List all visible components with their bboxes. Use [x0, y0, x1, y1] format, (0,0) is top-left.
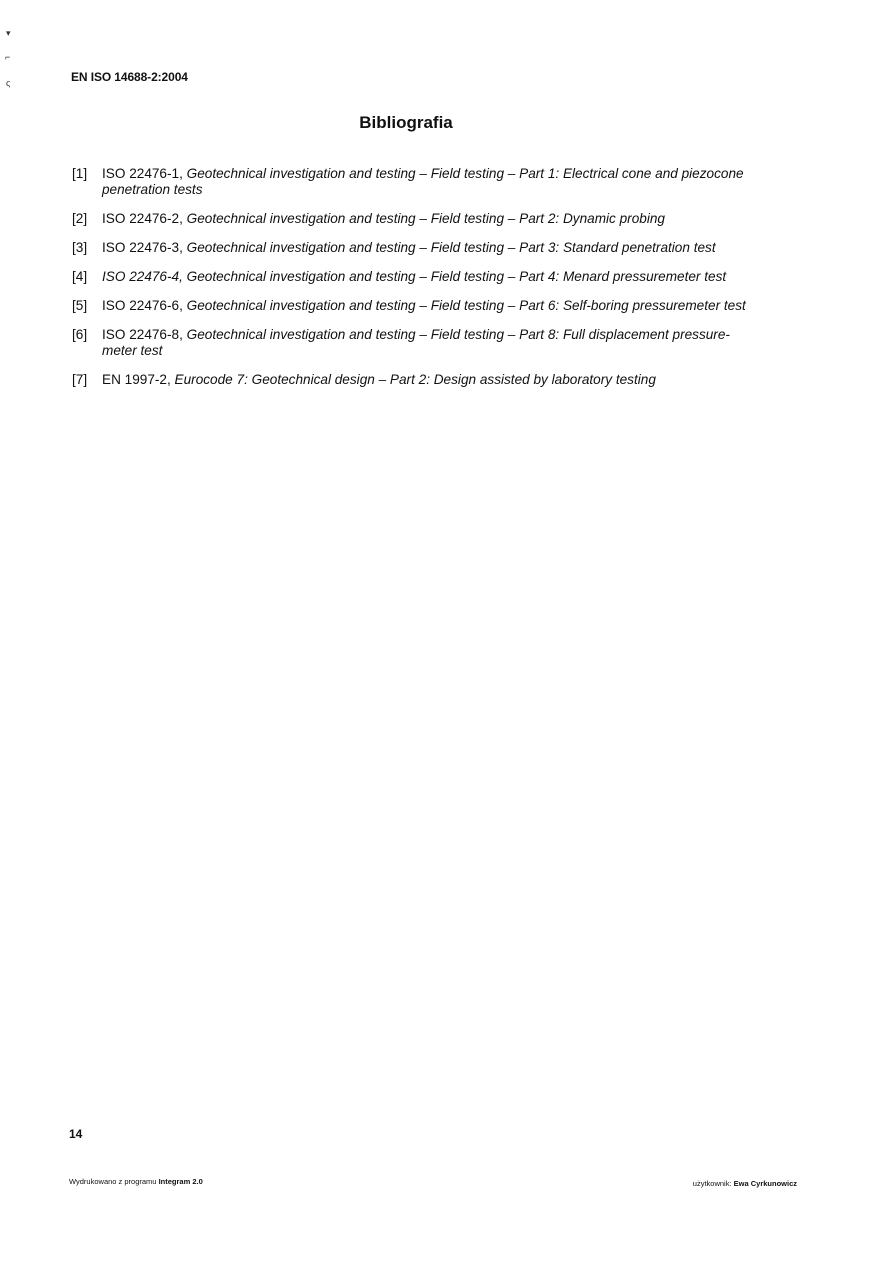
scan-artifact-mark: ⌐ — [5, 52, 11, 62]
reference-text — [102, 269, 752, 285]
bibliography-entry — [72, 166, 752, 198]
reference-text — [102, 327, 752, 359]
bibliography-list — [72, 166, 752, 401]
reference-text — [102, 240, 752, 256]
bibliography-entry — [72, 327, 752, 359]
reference-code: ISO 22476-8, — [102, 327, 183, 342]
page-number: 14 — [69, 1127, 83, 1141]
reference-number: [3] — [72, 240, 88, 255]
reference-number: [6] — [72, 327, 88, 342]
program-name: Integram 2.0 — [158, 1177, 203, 1186]
print-source-prefix: Wydrukowano z programu — [69, 1177, 159, 1186]
reference-text — [102, 166, 752, 198]
reference-title: Eurocode 7: Geotechnical design – Part 2: Design assisted by laboratory testing — [174, 372, 656, 387]
reference-number: [5] — [72, 298, 88, 313]
reference-title: Geotechnical investigation and testing – Field testing – Part 1: Electrical cone and piezocone penetration tests — [102, 166, 744, 197]
reference-code: ISO 22476-6, — [102, 298, 183, 313]
reference-number: [7] — [72, 372, 88, 387]
reference-text — [102, 211, 752, 227]
print-source-note — [69, 1177, 203, 1186]
bibliography-entry — [72, 240, 752, 256]
reference-text — [102, 372, 752, 388]
reference-number: [2] — [72, 211, 88, 226]
reference-code: ISO 22476-2, — [102, 211, 183, 226]
reference-title: Geotechnical investigation and testing – Field testing – Part 3: Standard penetration test — [186, 240, 716, 255]
reference-number: [1] — [72, 166, 88, 181]
bibliography-entry — [72, 298, 752, 314]
document-code: EN ISO 14688-2:2004 — [71, 70, 188, 84]
reference-number: [4] — [72, 269, 88, 284]
scan-artifact-mark: ς — [6, 78, 11, 88]
bibliography-entry — [72, 269, 752, 285]
reference-title: Geotechnical investigation and testing – Field testing – Part 4: Menard pressuremeter test — [186, 269, 727, 284]
user-name: Ewa Cyrkunowicz — [733, 1179, 797, 1188]
scan-artifact-mark: ▾ — [6, 28, 11, 38]
reference-text — [102, 298, 752, 314]
reference-code: ISO 22476-1, — [102, 166, 183, 181]
reference-title: Geotechnical investigation and testing – Field testing – Part 8: Full displacement pressure-meter test — [102, 327, 730, 358]
reference-title: Geotechnical investigation and testing – Field testing – Part 6: Self-boring pressuremeter test — [186, 298, 746, 313]
user-prefix: użytkownik: — [692, 1179, 734, 1188]
reference-code: ISO 22476-3, — [102, 240, 183, 255]
reference-code: EN 1997-2, — [102, 372, 171, 387]
section-title: Bibliografia — [359, 113, 453, 132]
bibliography-entry — [72, 372, 752, 388]
bibliography-entry — [72, 211, 752, 227]
reference-title: Geotechnical investigation and testing – Field testing – Part 2: Dynamic probing — [186, 211, 665, 226]
reference-code: ISO 22476-4, — [102, 269, 183, 284]
user-note — [693, 1179, 797, 1188]
